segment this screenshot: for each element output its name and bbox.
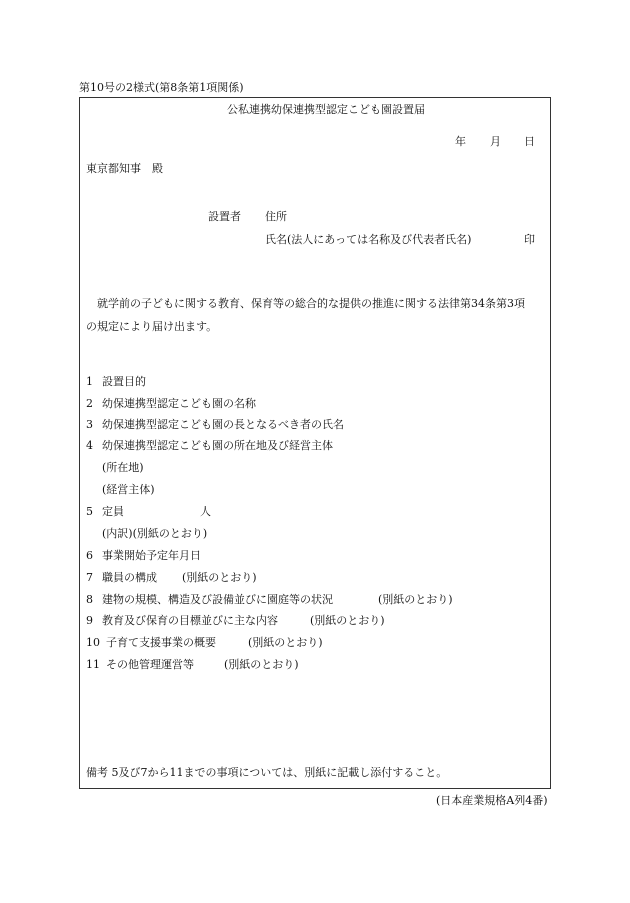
footer-note: (日本産業規格A列4番) — [436, 794, 548, 807]
list-item-extra: (別紙のとおり) — [310, 614, 385, 627]
list-item-sub: (所在地) — [102, 461, 144, 474]
form-label: 第10号の2様式(第8条第1項関係) — [79, 81, 244, 94]
list-item: 11 その他管理運営等 — [86, 658, 194, 671]
list-item-extra: 人 — [200, 505, 211, 518]
list-item: 7 職員の構成 — [86, 571, 157, 584]
date-year: 年 — [455, 135, 466, 148]
list-item-sub: (内訳)(別紙のとおり) — [102, 527, 208, 540]
list-item: 1 設置目的 — [86, 375, 146, 388]
list-item: 4 幼保連携型認定こども園の所在地及び経営主体 — [86, 439, 333, 452]
list-item: 6 事業開始予定年月日 — [86, 549, 201, 562]
founder-seal: 印 — [524, 233, 535, 246]
remarks: 備考 5及び7から11までの事項については、別紙に記載し添付すること。 — [86, 766, 448, 779]
list-item: 9 教育及び保育の目標並びに主な内容 — [86, 614, 278, 627]
founder-address-label: 住所 — [265, 210, 287, 223]
body-line-1: 就学前の子どもに関する教育、保育等の総合的な提供の推進に関する法律第34条第3項 — [97, 297, 525, 310]
list-item: 10 子育て支援事業の概要 — [86, 636, 216, 649]
list-item: 2 幼保連携型認定こども園の名称 — [86, 397, 256, 410]
list-item: 5 定員 — [86, 505, 124, 518]
list-item-extra: (別紙のとおり) — [378, 593, 453, 606]
founder-name-label: 氏名(法人にあっては名称及び代表者氏名) — [265, 233, 472, 246]
addressee-name: 東京都知事 — [86, 162, 141, 175]
list-item-extra: (別紙のとおり) — [248, 636, 323, 649]
date-day: 日 — [524, 135, 535, 148]
addressee-honorific: 殿 — [152, 162, 163, 175]
date-month: 月 — [490, 135, 501, 148]
list-item: 3 幼保連携型認定こども園の長となるべき者の氏名 — [86, 418, 344, 431]
list-item-extra: (別紙のとおり) — [224, 658, 299, 671]
list-item: 8 建物の規模、構造及び設備並びに園庭等の状況 — [86, 593, 333, 606]
body-line-2: の規定により届け出ます。 — [86, 320, 218, 333]
list-item-sub: (経営主体) — [102, 483, 155, 496]
form-title: 公私連携幼保連携型認定こども園設置届 — [227, 103, 425, 116]
list-item-extra: (別紙のとおり) — [182, 571, 257, 584]
founder-label: 設置者 — [208, 210, 241, 223]
